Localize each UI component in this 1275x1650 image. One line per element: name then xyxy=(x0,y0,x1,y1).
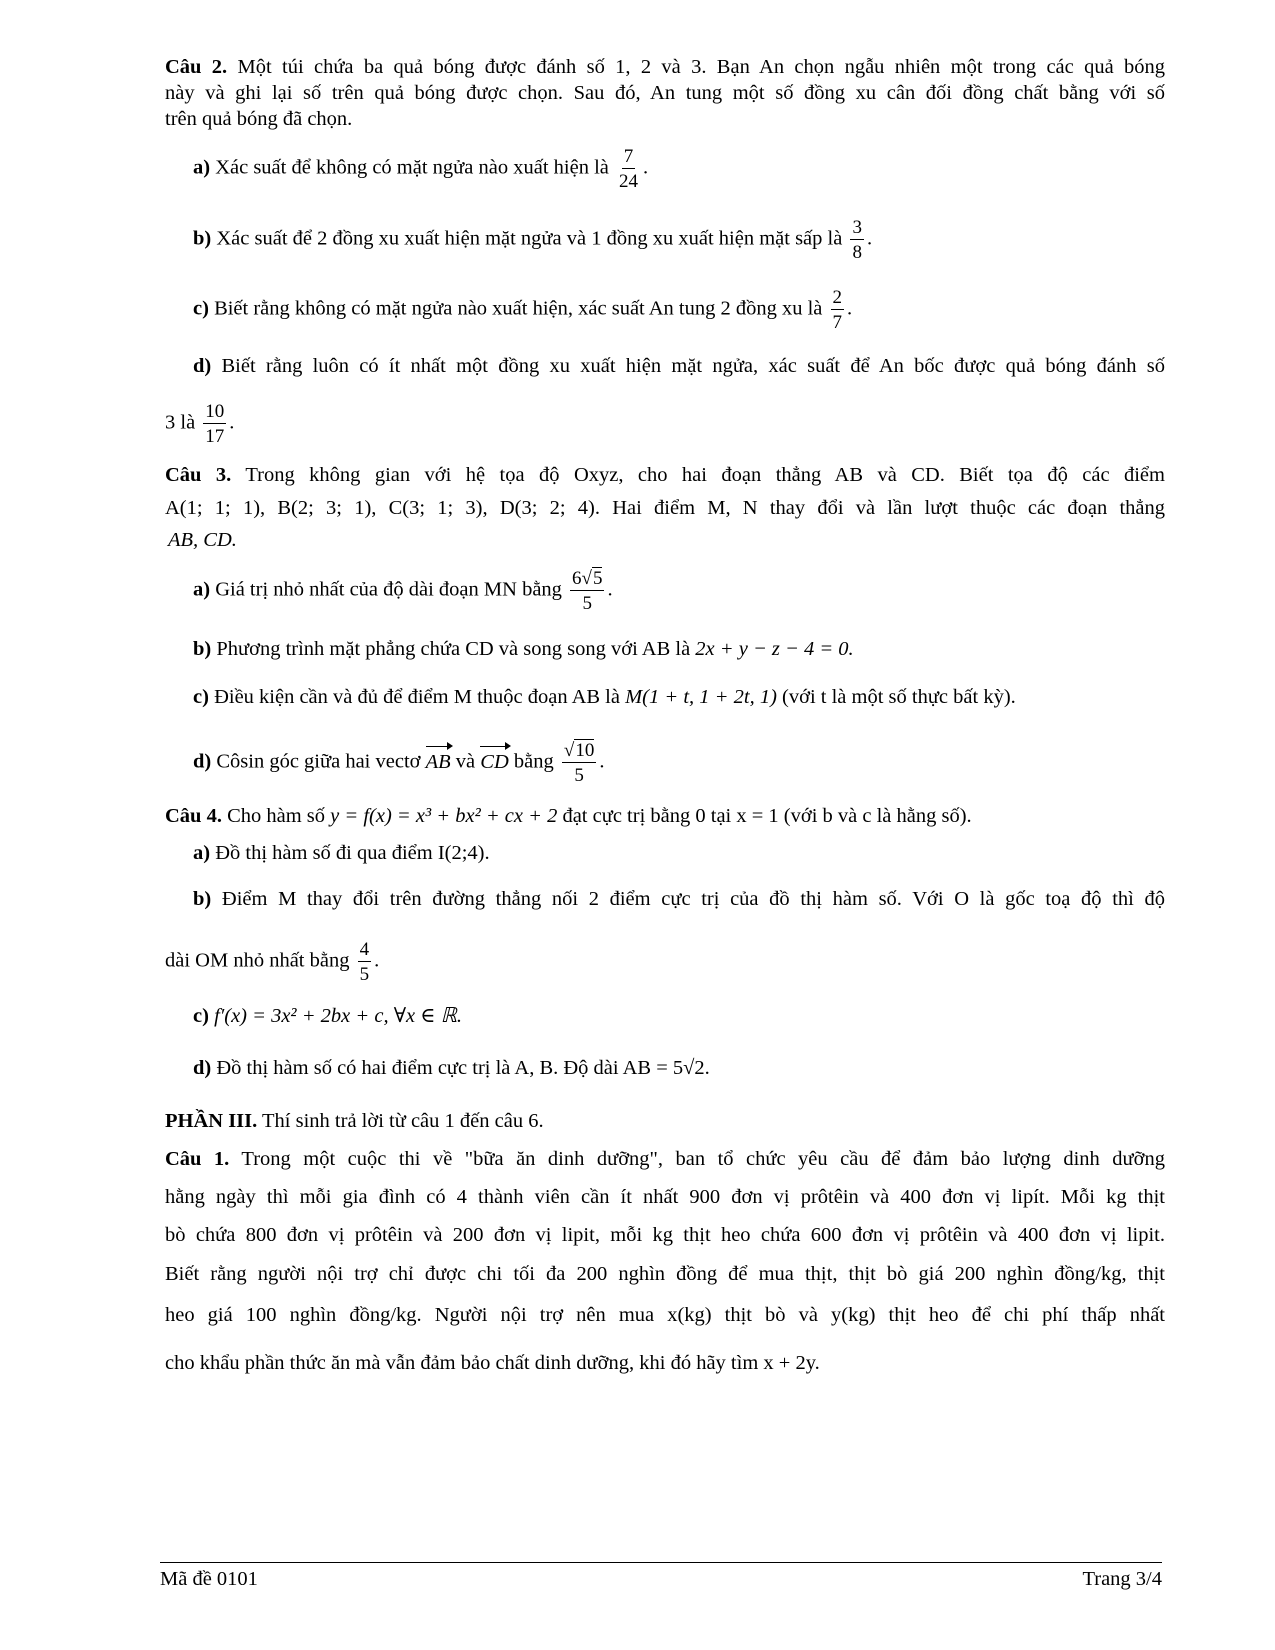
vector-ab: AB xyxy=(426,745,451,775)
q3-stem-line-1: Câu 3. Trong không gian với hệ tọa độ Oxyz, cho hai đoạn thẳng AB và CD. Biết tọa độ các điểm xyxy=(165,464,1165,486)
q1-line-4: Biết rằng người nội trợ chỉ được chi tối đa 200 nghìn đồng để mua thịt, thịt bò giá 200 nghìn đồng/kg, thịt xyxy=(165,1263,1165,1285)
q2-stem-line-1: Câu 2. Một túi chứa ba quả bóng được đánh số 1, 2 và 3. Bạn An chọn ngẫu nhiên một trong các quả bóng xyxy=(165,56,1165,78)
q2-option-d-line-1: d) Biết rằng luôn có ít nhất một đồng xu xuất hiện mặt ngửa, xác suất để An bốc được quả bóng đánh số xyxy=(193,355,1166,377)
q2-label: Câu 2. xyxy=(165,56,228,78)
q3-option-c: c) Điều kiện cần và đủ để điểm M thuộc đoạn AB là M(1 + t, 1 + 2t, 1) (với t là một số thực bất kỳ). xyxy=(193,686,1016,708)
q2-c-fraction: $\frac{2}{7}$ xyxy=(832,287,843,333)
q1-line-5: heo giá 100 nghìn đồng/kg. Người nội trợ nên mua x(kg) thịt bò và y(kg) thịt heo để chi phí thấp nhất xyxy=(165,1304,1165,1326)
q4-label: Câu 4. xyxy=(165,805,222,827)
q3-a-fraction: $\frac{6√5}{5}$ xyxy=(572,568,603,614)
q3-b-equation: 2x + y − z − 4 = 0. xyxy=(695,638,854,660)
q3-option-b: b) Phương trình mặt phẳng chứa CD và song song với AB là 2x + y − z − 4 = 0. xyxy=(193,638,854,660)
q2-option-a: a) Xác suất để không có mặt ngửa nào xuất hiện là $\frac{7}{24}$ . xyxy=(193,146,649,192)
q1-line-3: bò chứa 800 đơn vị prôtêin và 200 đơn vị lipit, mỗi kg thịt heo chứa 600 đơn vị prôtêin và 400 đơn vị lipit. xyxy=(165,1224,1165,1246)
q1-line-2: hằng ngày thì mỗi gia đình có 4 thành viên cần ít nhất 900 đơn vị prôtêin và 400 đơn vị lipít. Mỗi kg thịt xyxy=(165,1186,1165,1208)
q3-option-a: a) Giá trị nhỏ nhất của độ dài đoạn MN bằng $\frac{6√5}{5}$ . xyxy=(193,568,613,614)
q3-stem-line-3: AB, CD. xyxy=(168,529,237,551)
q3-label: Câu 3. xyxy=(165,464,232,486)
q4-stem: Câu 4. Cho hàm số y = f(x) = x³ + bx² + cx + 2 đạt cực trị bằng 0 tại x = 1 (với b và c là hằng số). xyxy=(165,805,972,827)
page-number: Trang 3/4 xyxy=(1082,1568,1162,1590)
q2-option-c: c) Biết rằng không có mặt ngửa nào xuất hiện, xác suất An tung 2 đồng xu là $\frac{2}{7}$ . xyxy=(193,287,853,333)
footer-divider xyxy=(160,1562,1162,1563)
q4-option-a: a) Đồ thị hàm số đi qua điểm I(2;4). xyxy=(193,842,490,864)
q4-option-c: c) f′(x) = 3x² + 2bx + c, ∀x ∈ ℝ. xyxy=(193,1005,462,1027)
q4-b-fraction: $\frac{4}{5}$ xyxy=(359,939,370,985)
q2-option-d-line-2: 3 là $\frac{10}{17}$ . xyxy=(165,401,235,447)
vector-cd: CD xyxy=(480,745,508,775)
q2-stem-line-3: trên quả bóng đã chọn. xyxy=(165,108,353,130)
q3-c-expression: M(1 + t, 1 + 2t, 1) xyxy=(625,686,777,708)
q3-option-d: d) Côsin góc giữa hai vectơ AB và CD bằng $\frac{√10}{5}$ . xyxy=(193,740,605,786)
q1-line-1: Câu 1. Trong một cuộc thi về "bữa ăn dinh dưỡng", ban tổ chức yêu cầu để đảm bảo lượng dinh dưỡng xyxy=(165,1148,1165,1170)
q3-stem-line-2: A(1; 1; 1), B(2; 3; 1), C(3; 1; 3), D(3; 2; 4). Hai điểm M, N thay đổi và lần lượt thuộc các đoạn thẳng xyxy=(165,497,1165,519)
q4-option-b-line-1: b) Điểm M thay đổi trên đường thẳng nối 2 điểm cực trị của đồ thị hàm số. Với O là gốc toạ độ thì độ xyxy=(193,888,1165,910)
q1-label: Câu 1. xyxy=(165,1148,230,1170)
q1-line-6: cho khẩu phần thức ăn mà vẫn đảm bảo chất dinh dưỡng, khi đó hãy tìm x + 2y. xyxy=(165,1352,820,1374)
q4-option-d: d) Đồ thị hàm số có hai điểm cực trị là A, B. Độ dài AB = 5√2. xyxy=(193,1057,710,1079)
exam-code: Mã đề 0101 xyxy=(160,1568,258,1590)
q2-a-fraction: $\frac{7}{24}$ xyxy=(618,146,638,192)
q3-d-fraction: $\frac{√10}{5}$ xyxy=(563,740,595,786)
q2-option-b: b) Xác suất để 2 đồng xu xuất hiện mặt ngửa và 1 đồng xu xuất hiện mặt sấp là $\frac{3}{8}$ . xyxy=(193,217,873,263)
part3-heading: PHẦN III. Thí sinh trả lời từ câu 1 đến câu 6. xyxy=(165,1110,544,1132)
q2-stem-line-2: này và ghi lại số trên quả bóng được chọn. Sau đó, An tung một số đồng xu cân đối đồng chất bằng với số xyxy=(165,82,1165,104)
q4-function: y = f(x) = x³ + bx² + cx + 2 xyxy=(330,805,558,827)
q4-option-b-line-2: dài OM nhỏ nhất bằng $\frac{4}{5}$ . xyxy=(165,939,380,985)
q2-b-fraction: $\frac{3}{8}$ xyxy=(852,217,862,263)
part3-label: PHẦN III. xyxy=(165,1110,258,1132)
q2-d-fraction: $\frac{10}{17}$ xyxy=(205,401,225,447)
